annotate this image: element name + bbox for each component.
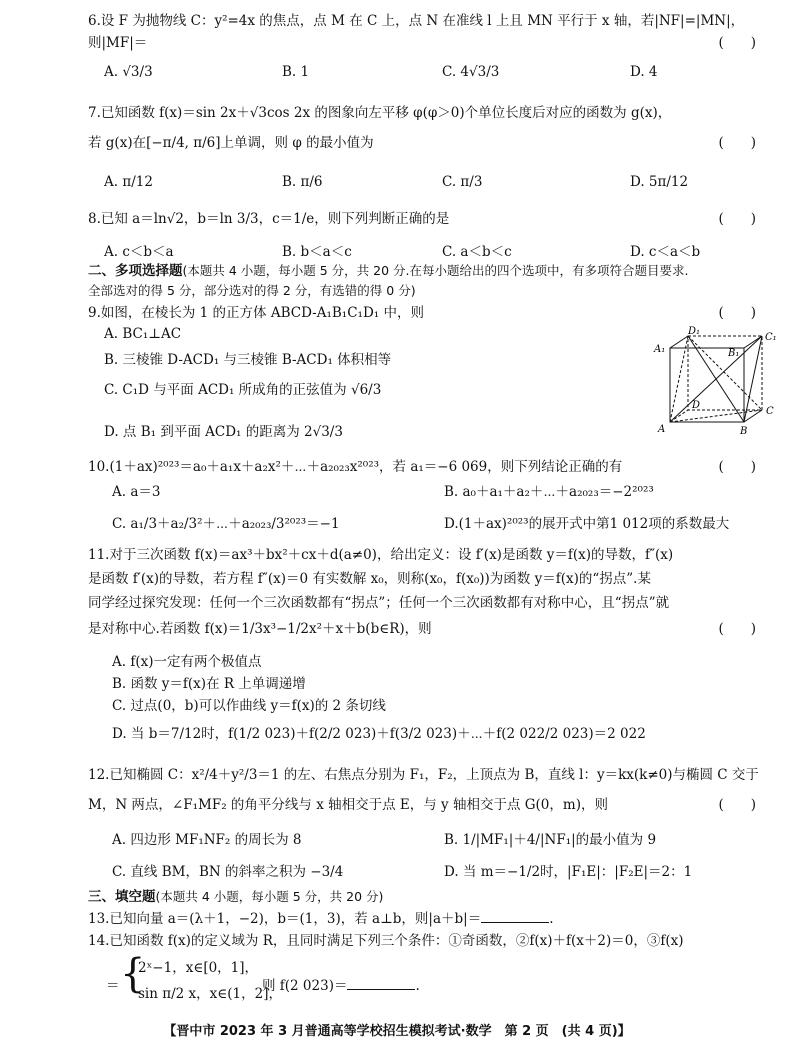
q14-brace: { [120,951,146,997]
q8-option-d: D. c＜a＜b [630,244,701,260]
q13-stem [88,910,778,928]
q11-stem-line4 [88,620,778,638]
page-footer: 【晋中市 2023 年 3 月普通高等学校招生模拟考试·数学 第 2 页 (共 4 页)】 [163,1024,631,1039]
section-2-header [88,262,778,280]
q7-stem-line2 [88,134,778,152]
q6-option-c: C. 4√3/3 [442,64,500,80]
q10-stem-line1 [88,458,778,476]
q9-option-a: A. BC₁⊥AC [104,326,182,342]
q12-answer-paren: ( ) [718,797,756,813]
q7-stem-line1: 7.已知函数 f(x)＝sin 2x＋√3cos 2x 的图象向左平移 φ(φ＞0)个单位长度后对应的函数为 g(x)， [88,105,672,121]
q6-stem-text: 则|MF|＝ [88,35,148,51]
q12-stem-line1: 12.已知椭圆 C：x²/4＋y²/3＝1 的左、右焦点分别为 F₁，F₂，上顶点为 B，直线 l：y＝kx(k≠0)与椭圆 C 交于 [88,767,759,783]
cube-label-c: C [766,406,774,417]
q11-option-b: B. 函数 y＝f(x)在 R 上单调递增 [112,676,306,692]
q6-stem-line1: 6.设 F 为抛物线 C：y²=4x 的焦点，点 M 在 C 上，点 N 在准线 l 上且 MN 平行于 x 轴，若|NF|=|MN|， [88,13,745,29]
q14-case-2: sin π/2 x，x∈(1，2]， [138,986,282,1002]
cube-label-a: A [658,424,666,435]
q13-answer-blank[interactable] [481,910,549,923]
q9-option-d: D. 点 B₁ 到平面 ACD₁ 的距离为 2√3/3 [104,424,343,440]
q6-answer-paren: ( ) [718,35,756,51]
q6-option-d: D. 4 [630,64,658,80]
cube-figure [648,326,778,438]
cube-label-d1: D₁ [688,326,701,337]
q14-case-1: 2ˣ−1，x∈[0，1]， [138,960,259,976]
q13-stem-text: 13.已知向量 a＝(λ＋1，−2)，b＝(1，3)，若 a⊥b，则|a＋b|＝ [88,911,482,927]
q12-stem-line2 [88,796,778,814]
q9-option-b: B. 三棱锥 D-ACD₁ 与三棱锥 B-ACD₁ 体积相等 [104,352,392,368]
q12-option-d: D. 当 m＝−1/2时，|F₁E|：|F₂E|＝2：1 [444,864,693,880]
q11-stem-line3: 同学经过探究发现：任何一个三次函数都有“拐点”；任何一个三次函数都有对称中心，且“拐点”就 [88,595,670,611]
q9-stem-line1 [88,304,778,322]
cube-label-a1: A₁ [654,344,666,355]
q10-answer-paren: ( ) [718,459,756,475]
q7-option-a: A. π/12 [104,174,153,190]
q8-option-a: A. c＜b＜a [104,244,174,260]
q11-stem-text: 是对称中心.若函数 f(x)＝1/3x³−1/2x²＋x＋b(b∈R)，则 [88,621,432,637]
q14-equals: ＝ [106,978,120,994]
q9-answer-paren: ( ) [718,305,756,321]
q6-option-b: B. 1 [282,64,310,80]
q7-option-b: B. π/6 [282,174,323,190]
q12-option-a: A. 四边形 MF₁NF₂ 的周长为 8 [112,832,302,848]
q8-answer-paren: ( ) [718,211,756,227]
q11-option-a: A. f(x)一定有两个极值点 [112,654,262,670]
q10-option-d: D.(1＋ax)²⁰²³的展开式中第1 012项的系数最大 [444,516,730,532]
q7-answer-paren: ( ) [718,135,756,151]
q13-end-mark: . [549,911,554,927]
section-2-title: 二、多项选择题 [88,263,183,279]
q10-option-c: C. a₁/3＋a₂/3²＋⋯＋a₂₀₂₃/3²⁰²³＝−1 [112,516,340,532]
q14-tail-text: 则 f(2 023)＝ [262,978,348,994]
section-3-note: (本题共 4 小题，每小题 5 分，共 20 分) [155,889,384,904]
q8-stem-text: 8.已知 a＝ln√2，b＝ln 3/3，c＝1/e，则下列判断正确的是 [88,211,450,227]
q11-stem-line1: 11.对于三次函数 f(x)＝ax³＋bx²＋cx＋d(a≠0)，给出定义：设 f′(x)是函数 y＝f(x)的导数，f″(x) [88,547,674,563]
q12-stem-text: M，N 两点，∠F₁MF₂ 的角平分线与 x 轴相交于点 E，与 y 轴相交于点 G(0，m)，则 [88,797,608,813]
q12-option-c: C. 直线 BM，BN 的斜率之积为 −3/4 [112,864,344,880]
section-2-note: (本题共 4 小题，每小题 5 分，共 20 分.在每小题给出的四个选项中，有多项符合题目要求. [182,263,689,278]
q8-stem-line1 [88,210,778,228]
q11-option-d: D. 当 b＝7/12时，f(1/2 023)＋f(2/2 023)＋f(3/2 023)＋⋯＋f(2 022/2 023)＝2 022 [112,726,646,742]
q14-stem-line1: 14.已知函数 f(x)的定义域为 R，且同时满足下列三个条件：①奇函数，②f(x)＋f(x＋2)＝0，③f(x) [88,933,684,949]
q14-tail [262,974,420,994]
q10-option-b: B. a₀＋a₁＋a₂＋⋯＋a₂₀₂₃＝−2²⁰²³ [444,484,654,500]
q7-option-d: D. 5π/12 [630,174,689,190]
q6-option-a: A. √3/3 [104,64,153,80]
section-3-header [88,888,778,906]
q12-option-b: B. 1/|MF₁|＋4/|NF₁|的最小值为 9 [444,832,657,848]
cube-label-d: D [692,400,701,411]
q9-stem-text: 9.如图，在棱长为 1 的正方体 ABCD-A₁B₁C₁D₁ 中，则 [88,305,424,321]
q8-option-c: C. a＜b＜c [442,244,512,260]
q6-stem-line2 [88,34,778,52]
cube-label-c1: C₁ [765,332,777,343]
q10-stem-text: 10.(1＋ax)²⁰²³＝a₀＋a₁x＋a₂x²＋⋯＋a₂₀₂₃x²⁰²³，若 a₁＝−6 069，则下列结论正确的有 [88,459,623,475]
cube-label-b: B [740,426,748,437]
q14-end-mark: . [415,978,420,994]
q11-answer-paren: ( ) [718,621,756,637]
q11-option-c: C. 过点(0，b)可以作曲线 y＝f(x)的 2 条切线 [112,698,386,714]
q7-stem-text: 若 g(x)在[−π/4, π/6]上单调，则 φ 的最小值为 [88,135,374,151]
q10-option-a: A. a＝3 [112,484,161,500]
cube-label-b1: B₁ [728,348,740,359]
q7-option-c: C. π/3 [442,174,483,190]
q9-option-c: C. C₁D 与平面 ACD₁ 所成角的正弦值为 √6/3 [104,382,382,398]
section-2-note-line2: 全部选对的得 5 分，部分选对的得 2 分，有选错的得 0 分) [88,283,416,298]
q14-answer-blank[interactable] [347,977,415,990]
q11-stem-line2: 是函数 f′(x)的导数，若方程 f″(x)＝0 有实数解 x₀，则称(x₀，f(x₀))为函数 y＝f(x)的“拐点”.某 [88,571,651,587]
q8-option-b: B. b＜a＜c [282,244,352,260]
section-3-title: 三、填空题 [88,889,156,905]
